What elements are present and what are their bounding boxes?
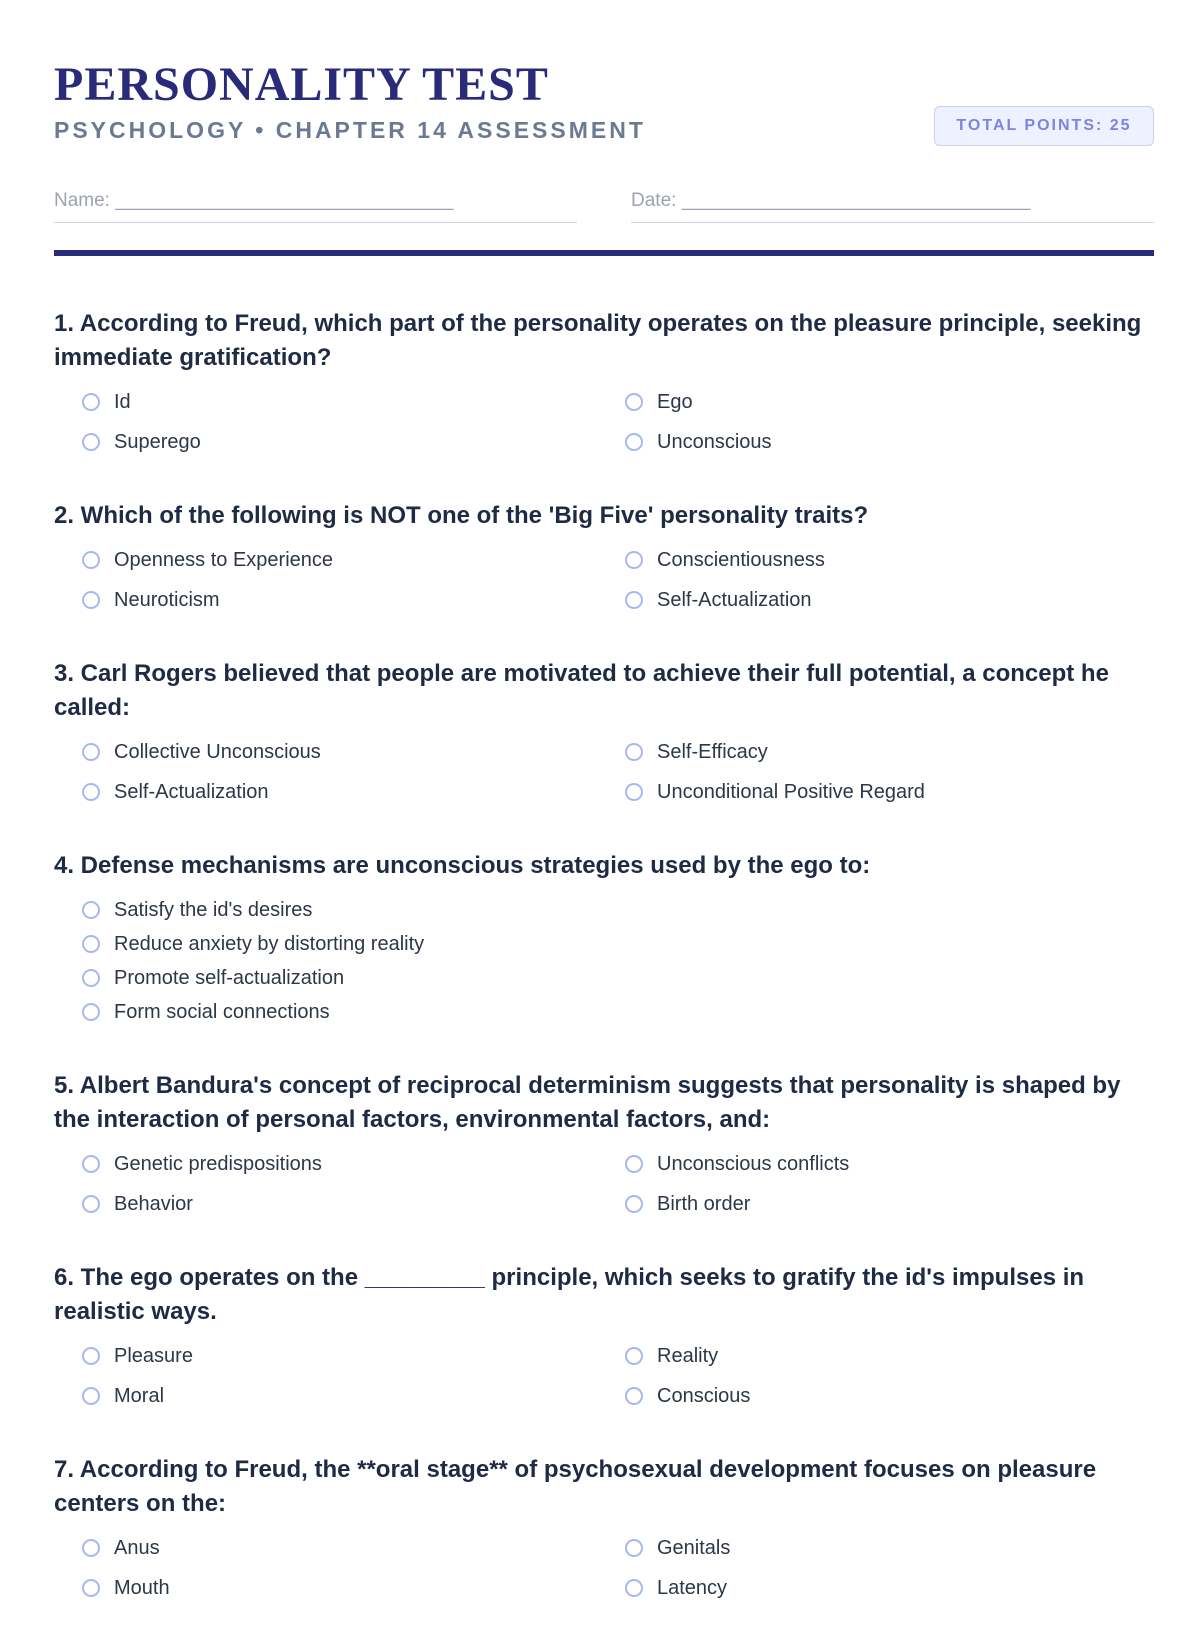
option-genetic-predispositions[interactable] [82, 1147, 625, 1181]
radio-icon[interactable] [82, 1155, 100, 1173]
question-text: 1. According to Freud, which part of the personality operates on the pleasure principle, seeking immediate gratification? [54, 310, 1142, 371]
option-label: Form social connections [114, 1000, 330, 1023]
option-label: Genitals [657, 1536, 731, 1559]
radio-icon[interactable] [625, 1155, 643, 1173]
option-label: Self-Actualization [657, 588, 812, 611]
radio-icon[interactable] [82, 1003, 100, 1021]
question-text: 2. Which of the following is NOT one of the 'Big Five' personality traits? [54, 502, 869, 529]
question-4 [54, 849, 1154, 1029]
radio-icon[interactable] [625, 433, 643, 451]
option-unconditional-positive-regard[interactable] [625, 775, 1168, 809]
option-label: Neuroticism [114, 588, 220, 611]
option-label: Birth order [657, 1192, 751, 1215]
option-satisfy-id[interactable] [82, 893, 1082, 927]
option-label: Self-Efficacy [657, 740, 768, 763]
options-grid [54, 385, 1154, 459]
question-text: 7. According to Freud, the **oral stage** of psychosexual development focuses on pleasure centers on the: [54, 1456, 1097, 1517]
option-reduce-anxiety[interactable] [82, 927, 1082, 961]
question-1 [54, 307, 1154, 459]
option-superego[interactable] [82, 425, 625, 459]
option-label: Reduce anxiety by distorting reality [114, 932, 425, 955]
option-label: Mouth [114, 1576, 170, 1599]
header [54, 0, 1154, 150]
option-conscious[interactable] [625, 1379, 1168, 1413]
option-moral[interactable] [82, 1379, 625, 1413]
option-label: Latency [657, 1576, 728, 1599]
radio-icon[interactable] [82, 1579, 100, 1597]
radio-icon[interactable] [82, 393, 100, 411]
option-unconscious[interactable] [625, 425, 1168, 459]
option-unconscious-conflicts[interactable] [625, 1147, 1168, 1181]
option-label: Unconscious [657, 430, 772, 453]
options-grid [54, 543, 1154, 617]
question-text [54, 1069, 1154, 1137]
option-neuroticism[interactable] [82, 583, 625, 617]
name-field[interactable]: Name: ________________________________ [54, 184, 577, 223]
option-id[interactable] [82, 385, 625, 419]
option-reality[interactable] [625, 1339, 1168, 1373]
radio-icon[interactable] [82, 1347, 100, 1365]
option-label: Reality [657, 1344, 719, 1367]
radio-icon[interactable] [625, 591, 643, 609]
option-self-actualization[interactable] [625, 583, 1168, 617]
option-label: Id [114, 390, 131, 413]
option-promote-self-actualization[interactable] [82, 961, 1082, 995]
options-grid [54, 1531, 1154, 1605]
option-behavior[interactable] [82, 1187, 625, 1221]
option-label: Conscientiousness [657, 548, 825, 571]
page-title: PERSONALITY TEST [54, 58, 549, 111]
radio-icon[interactable] [82, 935, 100, 953]
radio-icon[interactable] [625, 743, 643, 761]
question-3 [54, 657, 1154, 809]
option-label: Collective Unconscious [114, 740, 321, 763]
radio-icon[interactable] [625, 1579, 643, 1597]
question-text: 3. Carl Rogers believed that people are motivated to achieve their full potential, a concept he called: [54, 660, 1109, 721]
question-text: 4. Defense mechanisms are unconscious strategies used by the ego to: [54, 852, 871, 879]
question-7 [54, 1453, 1154, 1605]
option-label: Behavior [114, 1192, 193, 1215]
question-emphasis: reciprocal determinism [406, 1072, 671, 1099]
option-ego[interactable] [625, 385, 1168, 419]
radio-icon[interactable] [82, 969, 100, 987]
radio-icon[interactable] [625, 551, 643, 569]
radio-icon[interactable] [625, 393, 643, 411]
option-conscientiousness[interactable] [625, 543, 1168, 577]
radio-icon[interactable] [625, 1347, 643, 1365]
option-self-efficacy[interactable] [625, 735, 1168, 769]
option-label: Satisfy the id's desires [114, 898, 313, 921]
radio-icon[interactable] [625, 1387, 643, 1405]
options-grid [54, 735, 1154, 809]
option-collective-unconscious[interactable] [82, 735, 625, 769]
radio-icon[interactable] [625, 1539, 643, 1557]
question-text-part: 5. Albert Bandura's concept of [54, 1072, 407, 1099]
option-label: Unconscious conflicts [657, 1152, 850, 1175]
options-grid [54, 1339, 1154, 1413]
option-label: Conscious [657, 1384, 751, 1407]
radio-icon[interactable] [625, 1195, 643, 1213]
options-list [54, 893, 1154, 1029]
page-subtitle: PSYCHOLOGY • CHAPTER 14 ASSESSMENT [54, 117, 646, 143]
option-self-actualization[interactable] [82, 775, 625, 809]
option-label: Anus [114, 1536, 160, 1559]
radio-icon[interactable] [82, 1387, 100, 1405]
option-label: Unconditional Positive Regard [657, 780, 925, 803]
radio-icon[interactable] [82, 743, 100, 761]
option-label: Openness to Experience [114, 548, 334, 571]
question-text-part: suggests that personality is shaped by the interaction of personal factors, environmental factors, and: [54, 1072, 1121, 1133]
option-birth-order[interactable] [625, 1187, 1168, 1221]
option-pleasure[interactable] [82, 1339, 625, 1373]
option-genitals[interactable] [625, 1531, 1168, 1565]
option-label: Moral [114, 1384, 165, 1407]
radio-icon[interactable] [82, 551, 100, 569]
student-info-fields [54, 184, 1154, 224]
options-grid [54, 1147, 1154, 1221]
option-openness[interactable] [82, 543, 625, 577]
radio-icon[interactable] [82, 1539, 100, 1557]
test-page [54, 0, 1154, 1599]
option-label: Ego [657, 390, 693, 413]
radio-icon[interactable] [82, 433, 100, 451]
option-label: Genetic predispositions [114, 1152, 322, 1175]
question-text: 6. The ego operates on the _________ principle, which seeks to gratify the id's impulses in realistic ways. [54, 1264, 1085, 1325]
option-label: Self-Actualization [114, 780, 269, 803]
radio-icon[interactable] [625, 783, 643, 801]
question-5 [54, 1069, 1154, 1221]
date-field[interactable]: Date: _________________________________ [631, 184, 1154, 223]
question-2 [54, 499, 1154, 617]
radio-icon[interactable] [82, 901, 100, 919]
total-points-badge: TOTAL POINTS: 25 [934, 106, 1154, 146]
question-6 [54, 1261, 1154, 1413]
question-list [54, 307, 1154, 1645]
option-form-social-connections[interactable] [82, 995, 1082, 1029]
option-anus[interactable] [82, 1531, 625, 1565]
option-label: Superego [114, 430, 201, 453]
radio-icon[interactable] [82, 591, 100, 609]
header-divider [54, 250, 1154, 256]
radio-icon[interactable] [82, 783, 100, 801]
radio-icon[interactable] [82, 1195, 100, 1213]
option-label: Pleasure [114, 1344, 193, 1367]
option-label: Promote self-actualization [114, 966, 345, 989]
